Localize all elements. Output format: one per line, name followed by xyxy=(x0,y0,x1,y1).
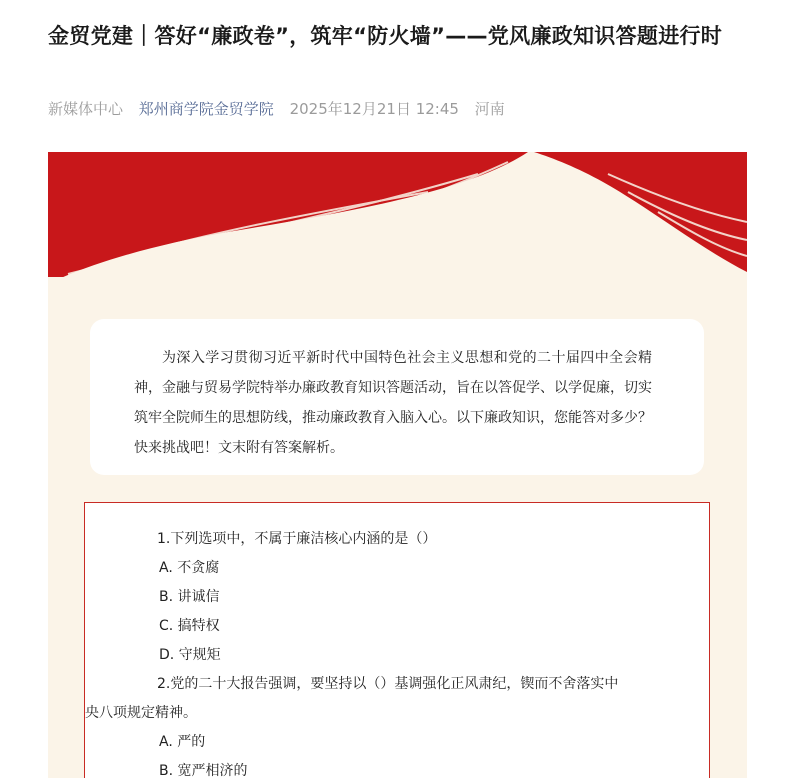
q1-option-b: B. 讲诚信 xyxy=(159,589,220,605)
publish-datetime: 2025年12月21日 12:45 xyxy=(289,100,459,118)
article-meta xyxy=(48,98,516,119)
right-curtain xyxy=(534,152,747,272)
q1-option-c: C. 搞特权 xyxy=(159,618,220,634)
author: 新媒体中心 xyxy=(48,100,124,118)
question-1: 1.下列选项中，不属于廉洁核心内涵的是（） xyxy=(157,531,437,547)
q2-option-a: A. 严的 xyxy=(159,734,206,750)
intro-text: 为深入学习贯彻习近平新时代中国特色社会主义思想和党的二十届四中全会精神，金融与贸易学院特举办廉政教育知识答题活动，旨在以答促学、以学促廉，切实筑牢全院师生的思想防线，推动廉政教育入脑入心。以下廉政知识，您能答对多少？快来挑战吧！文末附有答案解析。 xyxy=(134,350,652,456)
question-2-line-1: 2.党的二十大报告强调，要坚持以（）基调强化正风肃纪，锲而不舍落实中 xyxy=(157,676,619,692)
article-title: 金贸党建｜答好“廉政卷”，筑牢“防火墙”——党风廉政知识答题进行时 xyxy=(48,24,723,48)
question-2-line-2: 央八项规定精神。 xyxy=(85,705,197,721)
red-curtain-graphic xyxy=(48,152,747,277)
q1-option-d: D. 守规矩 xyxy=(159,647,221,663)
quiz-box xyxy=(84,502,710,778)
intro-card xyxy=(90,319,704,475)
poster-image xyxy=(48,152,747,778)
account-link[interactable]: 郑州商学院金贸学院 xyxy=(138,100,274,118)
q2-option-b: B. 宽严相济的 xyxy=(159,763,248,778)
q1-option-a: A. 不贪腐 xyxy=(159,560,220,576)
location: 河南 xyxy=(474,100,505,118)
